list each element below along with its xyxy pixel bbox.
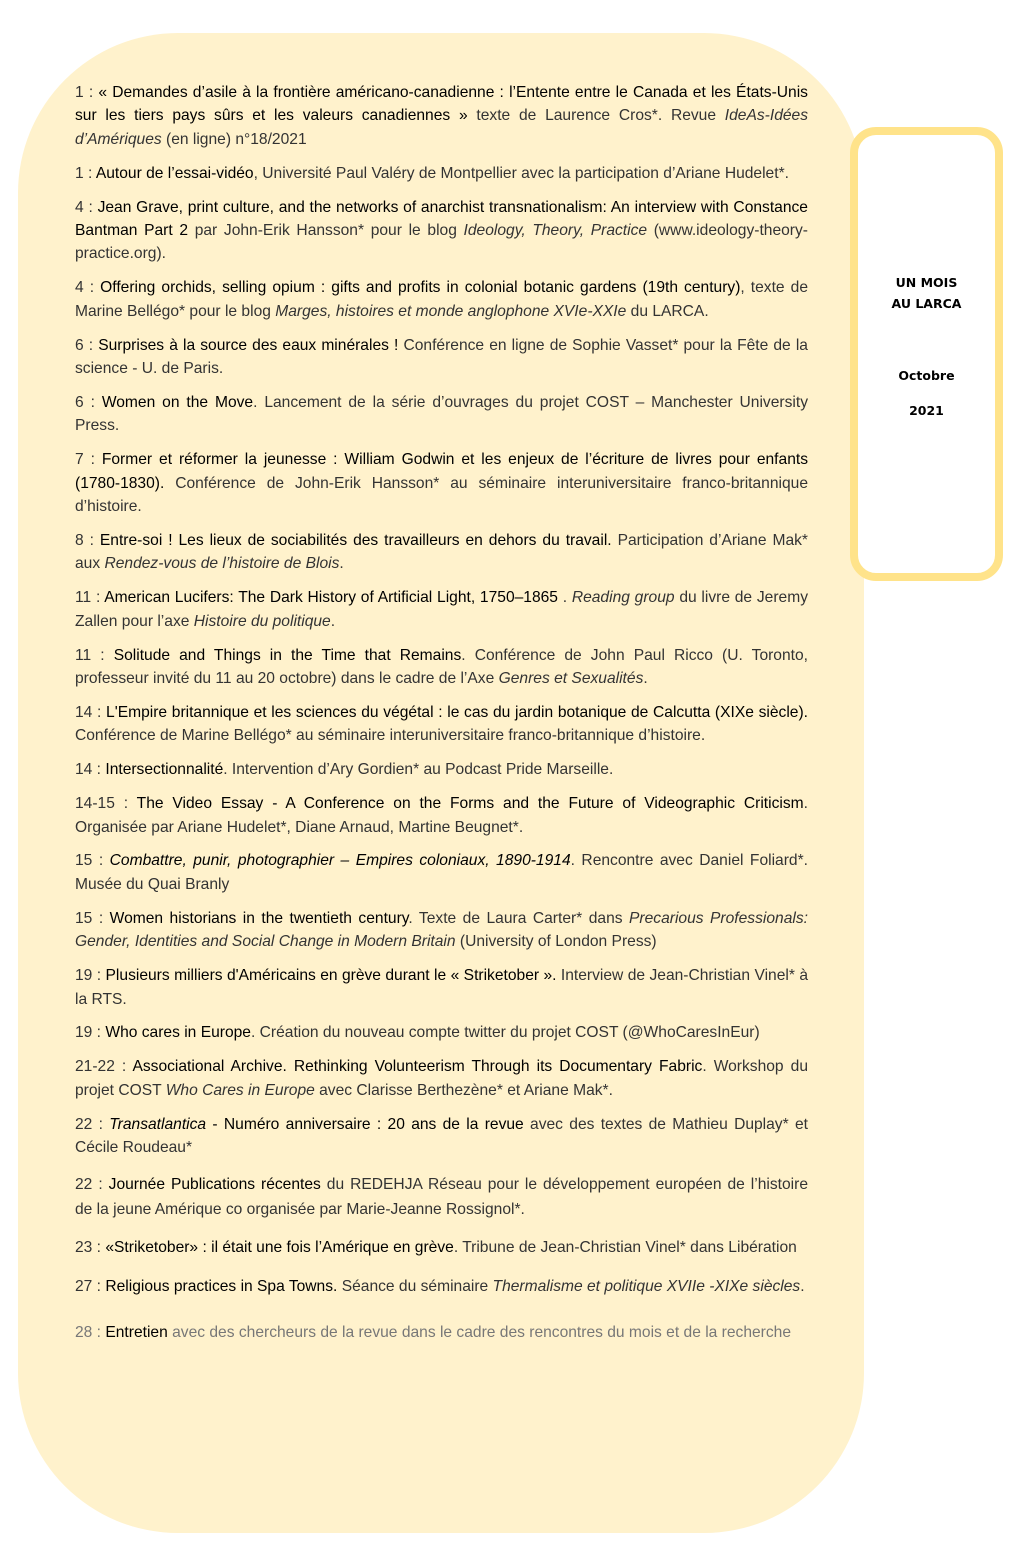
event-title: Combattre, punir, photographier – Empires coloniaux, 1890-1914 (109, 852, 571, 870)
event-text: . Intervention d’Ary Gordien* au Podcast Pride Marseille. (223, 761, 614, 779)
event-entry (75, 162, 808, 185)
event-date: 14-15 : (75, 795, 129, 813)
event-date: 22 : (75, 1115, 103, 1133)
event-entry (75, 276, 808, 323)
event-text: , texte de Marine Bellégo* pour le blog (75, 279, 809, 320)
event-text: . Workshop du projet COST (75, 1058, 808, 1099)
event-text: . Conférence de John Paul Ricco (U. Toronto, professeur invité du 11 au 20 octobre) dans le cadre de l’Axe (75, 646, 808, 688)
event-title: - Numéro anniversaire : 20 ans de la revue (206, 1115, 524, 1133)
event-entry (75, 1055, 808, 1102)
event-title: L'Empire britannique et les sciences du végétal : le cas du jardin botanique de Calcutta (XIXe siècle). (106, 703, 808, 721)
event-text: avec Clarisse Berthezène* et Ariane Mak*. (314, 1081, 613, 1099)
event-text: du REDEHJA Réseau pour le développement européen de l’histoire de la jeune Amérique co organisée par Marie-Jeanne Rossignol*. (75, 1176, 808, 1218)
event-text: Conférence de Marine Bellégo* au séminaire interuniversitaire franco-britannique d’histoire. (75, 727, 706, 745)
event-title: Entre-soi ! Les lieux de sociabilités des travailleurs en dehors du travail. (99, 532, 612, 549)
event-title: «Striketober» : il était une fois l’Amérique en grève (105, 1239, 454, 1257)
event-title: Plusieurs milliers d'Américains en grève durant le « Striketober ». (105, 967, 557, 985)
sidebar-month: Octobre (898, 368, 955, 383)
event-date: 4 : (75, 198, 93, 216)
event-date: 8 : (75, 532, 94, 549)
event-entry (75, 448, 808, 518)
event-text: Conférence de John-Erik Hansson* au séminaire interuniversitaire franco-britannique d’histoire. (75, 474, 808, 516)
sidebar-title-line2: AU LARCA (891, 296, 962, 311)
event-date: 4 : (75, 279, 95, 297)
event-entry (75, 964, 808, 1011)
event-format: Reading group (571, 589, 675, 607)
event-entry (75, 334, 808, 381)
event-text: . (800, 1277, 805, 1295)
event-date: 14 : (75, 703, 102, 721)
event-date: 23 : (75, 1239, 102, 1257)
event-date: 1 : (75, 84, 94, 101)
event-date: 1 : (75, 164, 93, 182)
event-text: . (330, 612, 336, 630)
event-entry (75, 1275, 808, 1300)
event-text: Conférence en ligne de Sophie Vasset* pour la Fête de la science - U. de Paris. (75, 336, 808, 378)
event-date: 14 : (75, 761, 102, 779)
event-publication: Ideology, Theory, Practice (463, 222, 648, 240)
event-text: (University of London Press) (455, 933, 657, 951)
event-journal: Transatlantica (109, 1115, 207, 1133)
event-text: . Création du nouveau compte twitter du projet COST (@WhoCaresInEur) (250, 1024, 760, 1042)
event-axis: Histoire du politique (193, 612, 331, 630)
event-publication: Marges, histoires et monde anglophone XVIe-XXIe (275, 302, 627, 320)
calendar-panel (18, 33, 864, 1533)
event-entry (75, 1173, 808, 1222)
event-entry (75, 1236, 808, 1261)
event-entry (75, 586, 808, 633)
event-publication: Precarious Professionals: Gender, Identities and Social Change in Modern Britain (75, 909, 808, 951)
event-date: 21-22 : (75, 1058, 127, 1076)
event-text: . Lancement de la série d’ouvrages du projet COST – Manchester University Press. (75, 393, 808, 435)
event-text: Séance du séminaire (337, 1277, 493, 1295)
event-title: Surprises à la source des eaux minérales ! (98, 336, 399, 354)
event-date: 7 : (75, 451, 95, 469)
event-date: 19 : (75, 1024, 102, 1042)
event-date: 22 : (75, 1176, 103, 1194)
event-date: 15 : (75, 909, 104, 927)
event-text: . Texte de Laura Carter* dans (408, 909, 630, 927)
event-title: Associational Archive. Rethinking Volunteerism Through its Documentary Fabric (132, 1058, 703, 1076)
event-text: . Organisée par Ariane Hudelet*, Diane Arnaud, Martine Beugnet*. (75, 795, 808, 836)
event-text: (www.ideology-theory-practice.org). (75, 222, 808, 263)
event-date: 11 : (75, 589, 101, 607)
event-title: American Lucifers: The Dark History of Artificial Light, 1750–1865 (104, 589, 558, 607)
event-date: 27 : (75, 1277, 102, 1295)
event-date: 6 : (75, 336, 94, 354)
event-title: Women historians in the twentieth century (109, 909, 409, 927)
event-title: Offering orchids, selling opium : gifts and profits in colonial botanic gardens (19th century) (100, 279, 741, 297)
event-title: Journée Publications récentes (108, 1176, 321, 1194)
event-text: par John-Erik Hansson* pour le blog (188, 222, 464, 240)
event-entry (75, 196, 808, 266)
event-text: du livre de Jeremy Zallen pour l’axe (75, 589, 808, 630)
event-title: « Demandes d’asile à la frontière américano-canadienne : l’Entente entre le Canada et les États-Unis sur les tiers pays sûrs et les valeurs canadiennes » (75, 84, 808, 125)
event-text: (en ligne) n°18/2021 (161, 130, 307, 148)
event-text: . (643, 670, 648, 688)
event-entry (75, 701, 808, 748)
event-title: Intersectionnalité (105, 761, 224, 779)
event-title: Autour de l’essai-vidéo (95, 164, 254, 182)
event-text: , Université Paul Valéry de Montpellier avec la participation d’Ariane Hudelet*. (253, 164, 789, 182)
event-text: avec des textes de Mathieu Duplay* et Cécile Roudeau* (75, 1115, 808, 1157)
event-text: . Rencontre avec Daniel Foliard*. Musée du Quai Branly (75, 852, 808, 893)
event-entry (75, 529, 808, 576)
event-entry (75, 792, 808, 839)
event-title: Former et réformer la jeunesse : William Godwin et les enjeux de l’écriture de livres pour enfants (1780-1830). (75, 451, 808, 492)
event-publication: Rendez-vous de l’histoire de Blois (104, 555, 340, 573)
event-text: avec des chercheurs de la revue dans le cadre des rencontres du mois et de la recherche (167, 1324, 792, 1342)
event-date: 15 : (75, 852, 104, 870)
event-date: 11 : (75, 646, 105, 664)
event-entry (75, 849, 808, 896)
sidebar-title-line1: UN MOIS (895, 275, 958, 290)
event-title: Jean Grave, print culture, and the networks of anarchist transnationalism: An interview with Constance Bantman Part 2 (75, 198, 808, 240)
event-entry-cut (75, 1321, 808, 1342)
event-entry (75, 644, 808, 691)
event-seminar: Thermalisme et politique XVIIe -XIXe siècles (492, 1277, 801, 1295)
event-date: 19 : (75, 967, 102, 985)
event-date: 28 : (75, 1324, 102, 1342)
event-entry (75, 1021, 808, 1044)
event-title: The Video Essay - A Conference on the Forms and the Future of Videographic Criticism (136, 795, 804, 813)
event-title: Women on the Move (101, 393, 254, 411)
event-text: Interview de Jean-Christian Vinel* à la RTS. (75, 967, 809, 1008)
event-text: du LARCA. (626, 302, 709, 320)
event-date: 6 : (75, 393, 95, 411)
event-text: texte de Laurence Cros*. Revue (467, 107, 725, 125)
event-title: Religious practices in Spa Towns. (105, 1277, 338, 1295)
event-publication: IdeAs-Idées d’Amériques (75, 107, 809, 148)
event-text: . (339, 555, 344, 573)
event-title: Who cares in Europe (105, 1024, 251, 1042)
event-entry (75, 907, 808, 954)
event-list (75, 81, 808, 1342)
month-sidebar (850, 127, 1003, 581)
event-entry (75, 758, 808, 781)
event-entry (75, 81, 808, 151)
event-project: Who Cares in Europe (165, 1081, 315, 1099)
event-axis: Genres et Sexualités (498, 670, 644, 688)
event-title: Entretien (105, 1324, 168, 1342)
event-title: Solitude and Things in the Time that Remains (113, 646, 462, 664)
event-entry (75, 391, 808, 438)
event-text: Participation d’Ariane Mak* aux (75, 532, 808, 573)
event-text: . Tribune de Jean-Christian Vinel* dans Libération (453, 1239, 797, 1257)
sidebar-year: 2021 (909, 403, 944, 418)
event-entry (75, 1113, 808, 1160)
event-text: . (557, 589, 572, 607)
